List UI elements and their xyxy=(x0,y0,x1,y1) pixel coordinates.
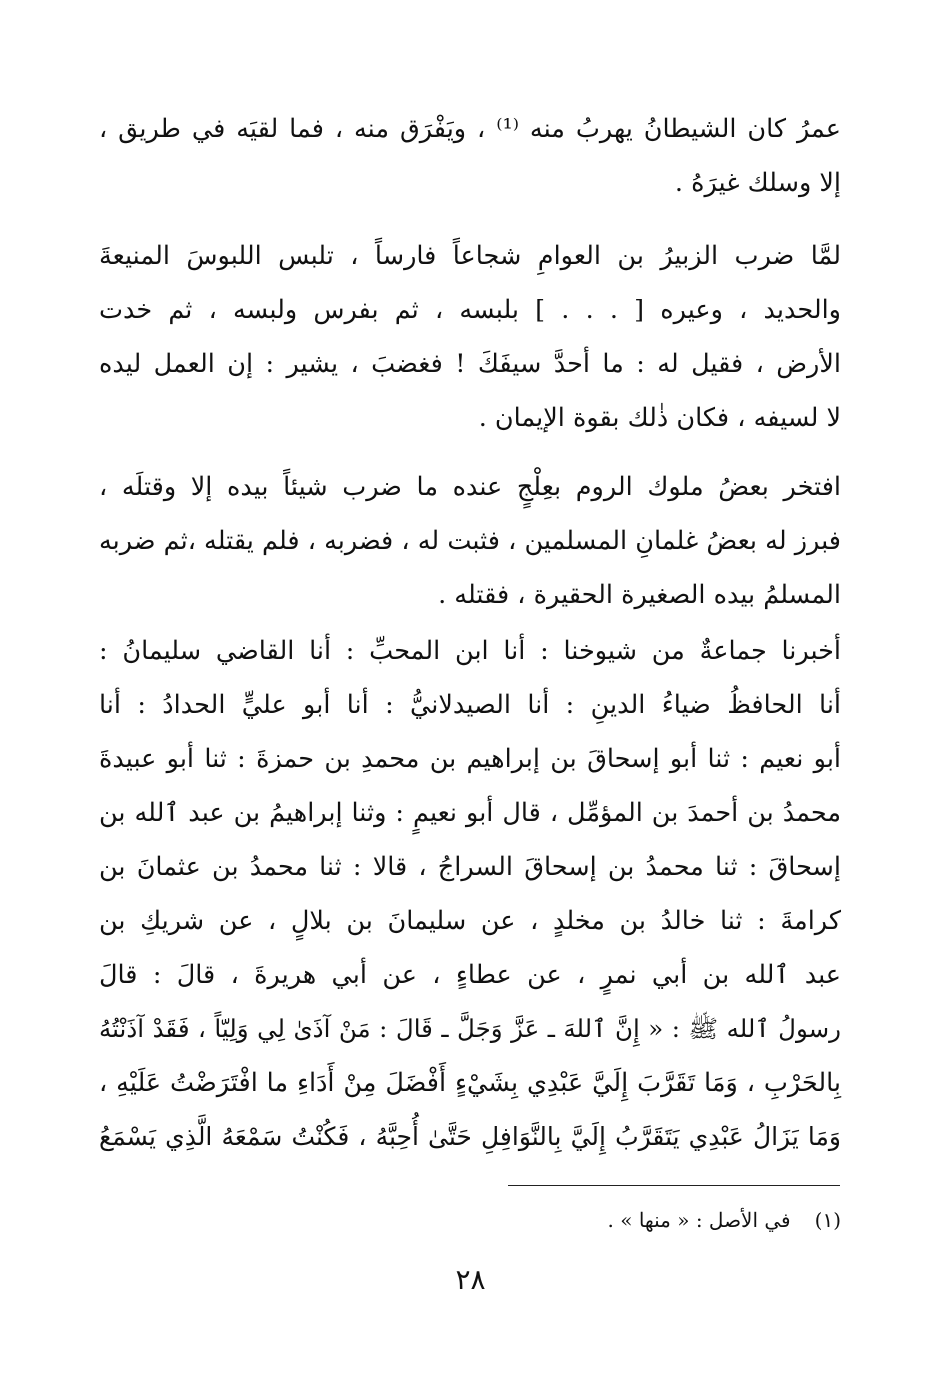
text-line: عبد ٱلله بن أبي نمرٍ ، عن عطاءٍ ، عن أبي هريرةَ ، قالَ : قالَ xyxy=(99,960,841,990)
text-line: لا لسيفه ، فكان ذٰلك بقوة الإيمان . xyxy=(478,403,841,433)
text-line: أبو نعيم : ثنا أبو إسحاقَ بن إبراهيم بن محمدِ بن حمزةَ : ثنا أبو عبيدةَ xyxy=(99,744,841,774)
footnote-text: في الأصل : « منها » . xyxy=(607,1208,791,1232)
text-line: أنا الحافظُ ضياءُ الدينِ : أنا الصيدلانيُّ : أنا أبو عليٍّ الحدادُ : أنا xyxy=(99,690,841,720)
text-line: كرامةَ : ثنا خالدُ بن مخلدٍ ، عن سليمانَ بن بلالٍ ، عن شريكِ بن xyxy=(99,906,841,936)
footnote-number: (١) xyxy=(814,1208,841,1232)
text-line: لمَّا ضرب الزبيرُ بن العوامِ شجاعاً فارساً ، تلبس اللبوسَ المنيعةَ xyxy=(99,241,841,271)
text-line: رسولُ ٱلله ﷺ : « إِنَّ ٱللهَ ـ عَزَّ وَجَلَّ ـ قَالَ : مَنْ آذَىٰ لِي وَلِيّاً ، فَقَدْ آذَنْتُهُ xyxy=(99,1014,841,1043)
text-line: بِالحَرْبِ ، وَمَا تَقَرَّبَ إِلَيَّ عَبْدِي بِشَيْءٍ أَفْضَلَ مِنْ أَدَاءِ ما افْتَرَضْتُ عَلَيْهِ ، xyxy=(99,1068,841,1098)
text-line: وَمَا يَزَالُ عَبْدِي يَتَقَرَّبُ إِلَيَّ بِالنَّوَافِلِ حَتَّىٰ أُحِبَّهُ ، فَكُنْتُ سَمْعَهُ الَّذِي يَسْمَعُ xyxy=(99,1122,841,1151)
text-line: أخبرنا جماعةٌ من شيوخنا : أنا ابن المحبِّ : أنا القاضي سليمانُ : xyxy=(99,636,841,666)
text-line: المسلمُ بيده الصغيرة الحقيرة ، فقتله . xyxy=(438,580,841,610)
text-line: إلا وسلك غيرَهُ . xyxy=(674,168,841,198)
text-line: فبرز له بعضُ غلمانِ المسلمين ، فثبت له ، فضربه ، فلم يقتله ،ثم ضربه xyxy=(99,526,841,556)
text-line: الأرض ، فقيل له : ما أحدَّ سيفَكَ ! فغضبَ ، يشير : إن العمل ليده xyxy=(99,349,841,379)
text-line: إسحاقَ : ثنا محمدُ بن إسحاقَ السراجُ ، قالا : ثنا محمدُ بن عثمانَ بن xyxy=(99,852,841,882)
text-line: عمرُ كان الشيطانُ يهربُ منه ⁽¹⁾ ، ويَفْرَق منه ، فما لقيَه في طريق ، xyxy=(99,114,841,144)
text-line: محمدُ بن أحمدَ بن المؤمِّل ، قال أبو نعيمٍ : وثنا إبراهيمُ بن عبد ٱلله بن xyxy=(99,798,841,828)
paragraph-4 xyxy=(99,624,841,1164)
text-line: افتخر بعضُ ملوك الروم بعِلْجٍ عنده ما ضرب شيئاً بيده إلا وقتلَه ، xyxy=(99,472,841,502)
paragraph-2 xyxy=(99,229,841,445)
footnote xyxy=(99,1203,841,1237)
paragraph-1 xyxy=(99,102,841,210)
paragraph-3 xyxy=(99,460,841,622)
text-line: والحديد ، وعيره [ . . . ] بلبسه ، ثم بفرس ولبسه ، ثم خدت xyxy=(99,295,841,325)
footnote-separator xyxy=(508,1185,840,1186)
page-number: ٢٨ xyxy=(455,1263,486,1296)
